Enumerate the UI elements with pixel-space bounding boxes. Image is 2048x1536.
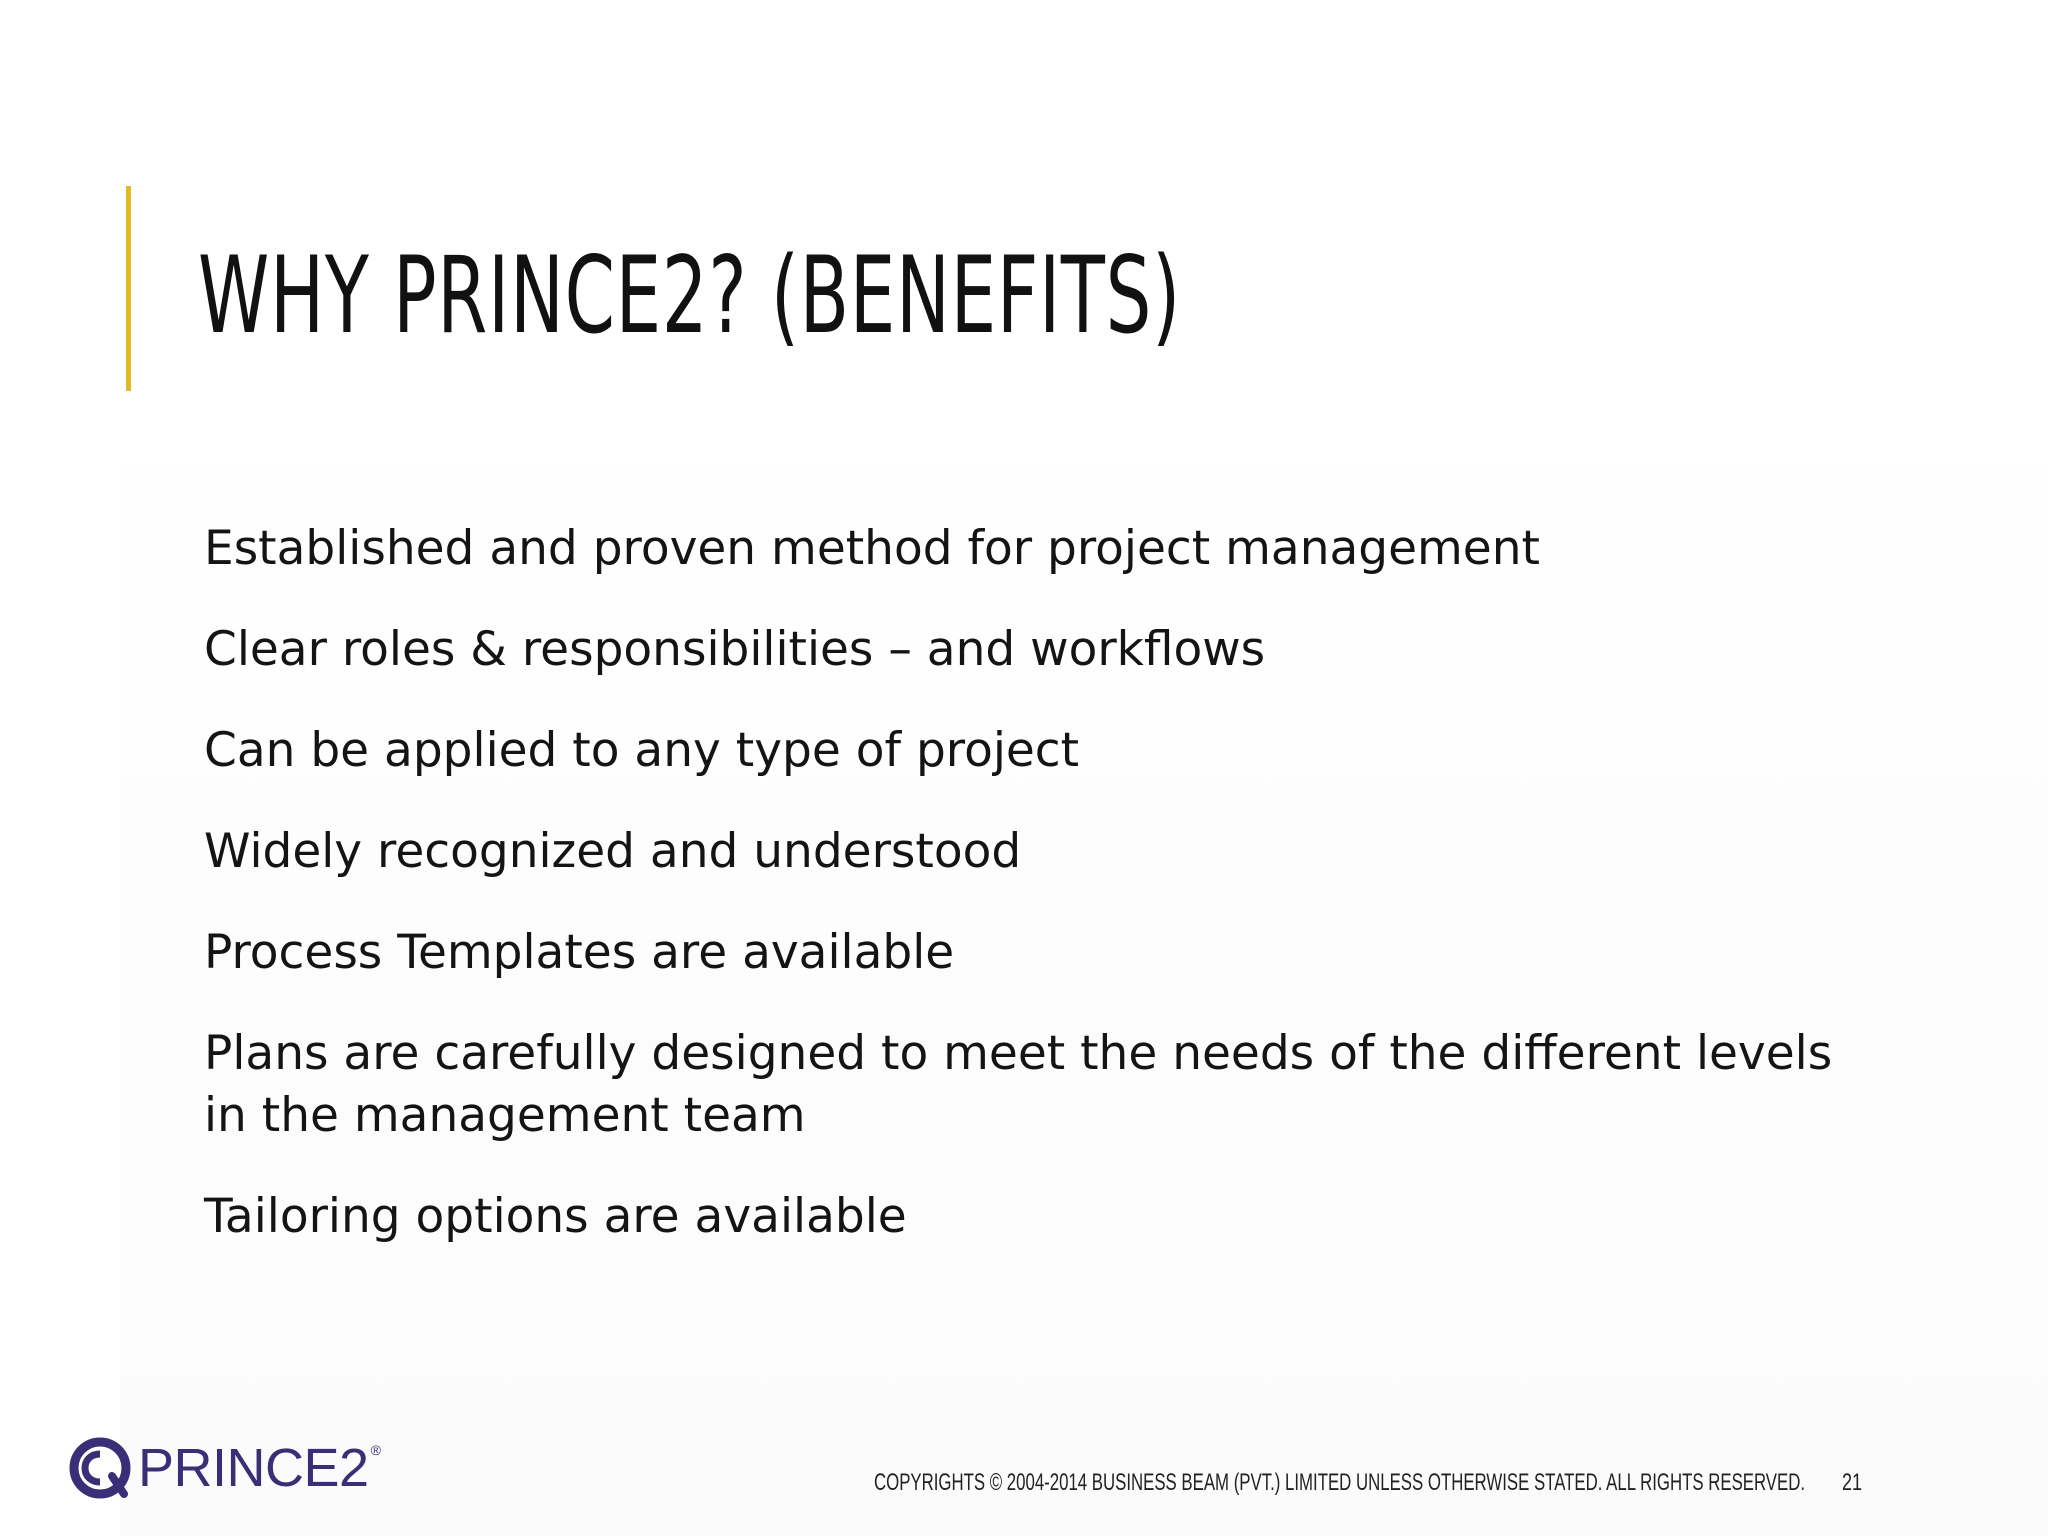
benefits-list [204, 518, 1844, 1287]
copyright-footer: COPYRIGHTS © 2004-2014 BUSINESS BEAM (PVT.) LIMITED UNLESS OTHERWISE STATED. ALL RIGHTS RESERVED. [874, 1469, 1806, 1496]
list-item: Widely recognized and understood [204, 824, 1022, 879]
prince2-logo-icon [68, 1436, 132, 1500]
prince2-logo [68, 1436, 381, 1500]
list-item: Plans are carefully designed to meet the needs of the different levels in the management team [204, 1026, 1833, 1143]
page-number: 21 [1842, 1469, 1863, 1496]
list-item: Tailoring options are available [204, 1189, 907, 1244]
title-accent-bar [126, 186, 131, 391]
prince2-logo-text: PRINCE2 [138, 1438, 369, 1498]
list-item: Established and proven method for project management [204, 521, 1540, 576]
list-item: Clear roles & responsibilities – and workflows [204, 622, 1266, 677]
slide-title: WHY PRINCE2? (BENEFITS) [198, 234, 1181, 357]
list-item: Process Templates are available [204, 925, 955, 980]
registered-mark: ® [370, 1442, 381, 1458]
list-item: Can be applied to any type of project [204, 723, 1080, 778]
